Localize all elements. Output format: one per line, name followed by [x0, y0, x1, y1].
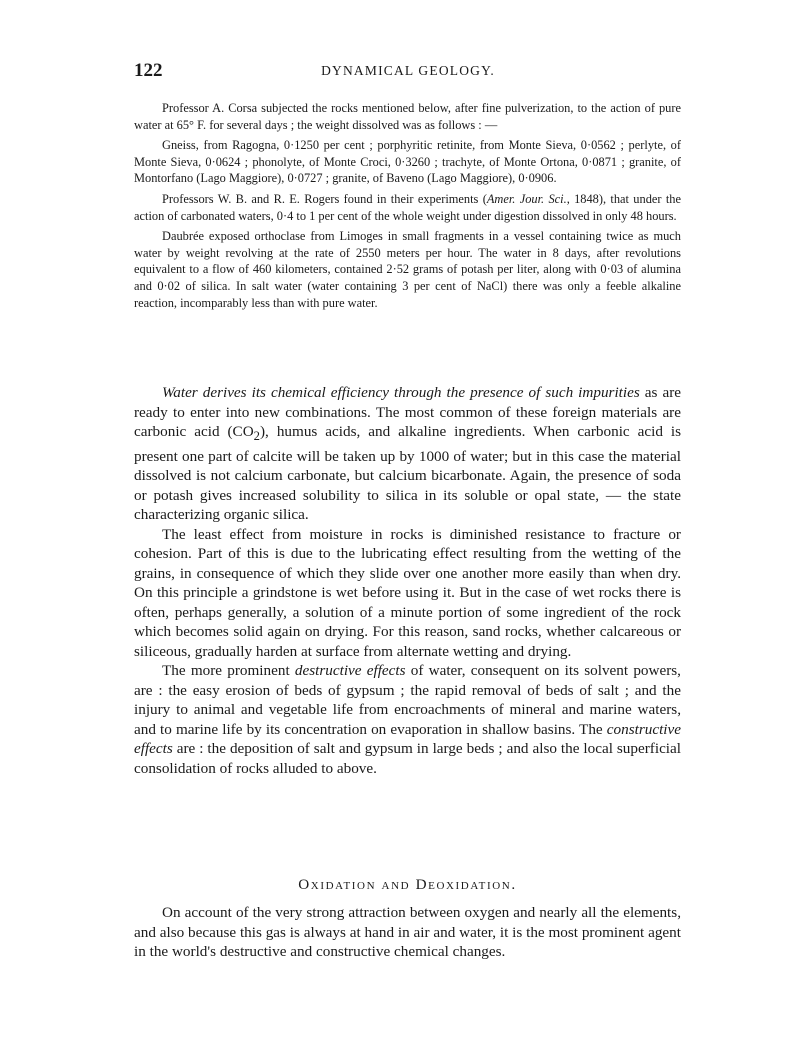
chemical-efficiency-text-b: ), humus acids, and alkaline ingredients. When carbonic acid is present one part of calcite will be taken up by 1000 of water; but in this case the material dissolved is not calcium carbonate, but calcium bicarbonate. Again, the presence of soda or potash gives increased solubility to silica in its soluble or opal state, — the state characterizing organic silica.: [134, 423, 682, 524]
corsa-experiment-paragraph: Professor A. Corsa subjected the rocks mentioned below, after fine pulverization, to the action of pure water at 65° F. for several days ; the weight dissolved was as follows : —: [134, 101, 681, 132]
section-heading: Oxidation and Deoxidation.: [298, 876, 517, 893]
running-title: DYNAMICAL GEOLOGY.: [321, 63, 495, 78]
destructive-effects-term: destructive effects: [294, 662, 406, 680]
main-text: [134, 383, 681, 778]
rogers-text-a: Professors W. B. and R. E. Rogers found in their experiments (: [162, 191, 487, 206]
page-number: 122: [134, 60, 163, 81]
rogers-text-b: , 1848), that under the action of carbonated waters, 0·4 to 1 per cent of the whole weight under digestion dissolved in only 48 hours.: [134, 191, 681, 223]
small-print-notes: [134, 100, 681, 315]
moisture-effect-paragraph: The least effect from moisture in rocks is diminished resistance to fracture or cohesion. Part of this is due to the lubricating effect resulting from the wetting of the grains, in consequence of which they slide over one another more easily than when dry. On this principle a grindstone is wet before using it. But in the case of wet rocks there is often, perhaps generally, a solution of a minute portion of some ingredient of the rock which becomes solid again on drying. For this reason, sand rocks, whether calcareous or siliceous, gradually harden at surface from alternate wetting and drying.: [134, 525, 681, 660]
dissolved-weights-paragraph: Gneiss, from Ragogna, 0·1250 per cent ; porphyritic retinite, from Monte Sieva, 0·0562 ; perlyte, of Monte Sieva, 0·0624 ; phonolyte, of Monte Croci, 0·3260 ; trachyte, of Monte Ortona, 0·0871 ; granite, of Montorfano (Lago Maggiore), 0·0727 ; granite, of Baveno (Lago Maggiore), 0·0906.: [134, 138, 681, 186]
running-header: [134, 60, 682, 84]
destructive-effects-paragraph: [134, 661, 681, 778]
constructive-effects-term: constructive effects: [134, 720, 681, 758]
destructive-text-a: The more prominent: [162, 662, 295, 680]
daubree-experiment-paragraph: Daubrée exposed orthoclase from Limoges in small fragments in a vessel containing twice as much water by weight revolving at the rate of 2550 meters per hour. The water in 8 days, after revolutions equivalent to a flow of 460 kilometers, contained 2·52 grams of potash per liter, along with 0·03 of alumina and 0·02 of silica. In salt water (water containing 3 per cent of NaCl) there was only a feeble alkaline reaction, incomparably less than with pure water.: [134, 229, 681, 310]
co2-subscript: 2: [253, 429, 260, 444]
oxidation-paragraph: On account of the very strong attraction between oxygen and nearly all the elements, and also because this gas is always at hand in air and water, it is the most prominent agent in the world's destructive and constructive chemical changes.: [134, 904, 681, 960]
journal-citation: Amer. Jour. Sci.: [486, 191, 567, 206]
destructive-text-b: of water, consequent on its solvent powers, are : the easy erosion of beds of gypsum ; the rapid removal of beds of salt ; and the injury to animal and vegetable life from encroachments of mineral and marine waters, and to marine life by its concentration on evaporation in shallow basins. The: [134, 662, 681, 738]
closing-text: [134, 903, 681, 962]
chemical-efficiency-text-a: as are ready to enter into new combinations. The most common of these foreign materials are carbonic acid (CO: [134, 384, 681, 440]
chemical-efficiency-paragraph: [134, 383, 681, 525]
destructive-text-c: are : the deposition of salt and gypsum in large beds ; and also the local superficial consolidation of rocks alluded to above.: [134, 740, 681, 777]
chemical-efficiency-lead: Water derives its chemical efficiency through the presence of such impurities: [162, 384, 640, 401]
rogers-experiment-paragraph: [134, 191, 681, 224]
